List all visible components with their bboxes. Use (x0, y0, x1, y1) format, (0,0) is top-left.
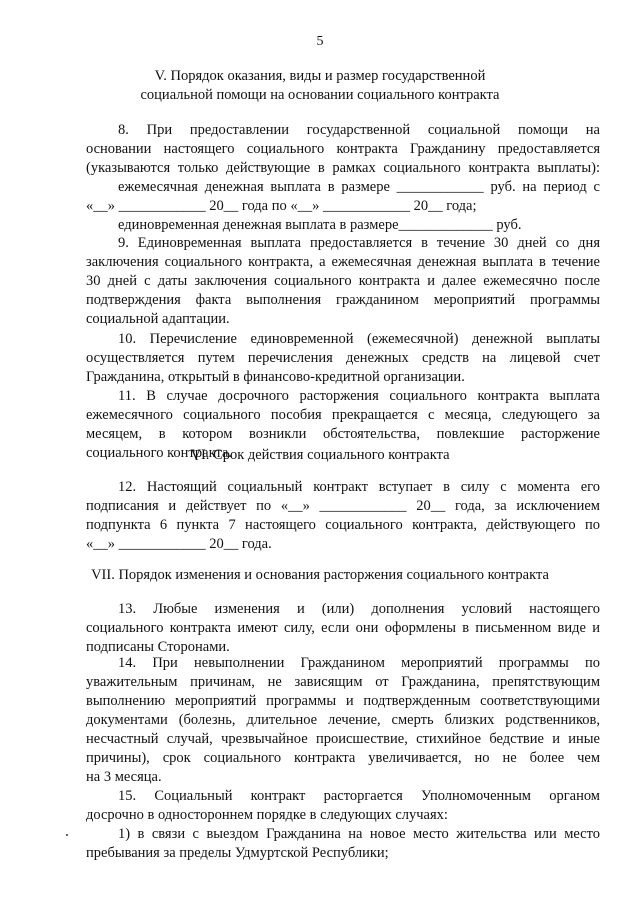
p9-line-4: подтверждения факта выполнения гражданином мероприятий программы (86, 292, 600, 308)
p11-line-2: ежемесячного социального пособия прекращается с месяца, следующего за (86, 407, 600, 423)
section-7-title: VII. Порядок изменения и основания расторжения социального контракта (91, 567, 549, 583)
p8-line-2: основании настоящего социального контракта Гражданину предоставляется (86, 141, 600, 157)
p10-line-3: Гражданина, открытый в финансово-кредитной организации. (86, 369, 465, 385)
p15-line-2: досрочно в одностороннем порядке в следующих случаях: (86, 807, 448, 823)
p10-line-1: 10. Перечисление единовременной (ежемесячной) денежной выплаты (118, 331, 600, 347)
p14-line-1: 14. При невыполнении Гражданином мероприятий программы по (118, 655, 600, 671)
p15-line-4: пребывания за пределы Удмуртской Республики; (86, 845, 389, 861)
page-number: 5 (316, 34, 324, 49)
p8-line-3: (указываются только действующие в рамках социального контракта выплаты): (86, 160, 600, 176)
p15-line-1: 15. Социальный контракт расторгается Уполномоченным органом (118, 788, 600, 804)
p14-line-2: уважительным причинам, не зависящим от Гражданина, препятствующим (86, 674, 600, 690)
p15-line-3: 1) в связи с выездом Гражданина на новое место жительства или место (118, 826, 600, 842)
p12-line-4: «__» ____________ 20__ года. (86, 536, 272, 552)
scan-speck (66, 834, 68, 836)
p13-line-1: 13. Любые изменения и (или) дополнения условий настоящего (118, 601, 600, 617)
p9-line-1: 9. Единовременная выплата предоставляется в течение 30 дней со дня (118, 235, 600, 251)
p14-line-7: на 3 месяца. (86, 769, 162, 785)
p13-line-3: подписаны Сторонами. (86, 639, 230, 655)
p12-line-3: подпункта 6 пункта 7 настоящего социального контракта, действующего по (86, 517, 600, 533)
p9-line-3: 30 дней с даты заключения социального контракта и далее ежемесячно после (86, 273, 600, 289)
p12-line-1: 12. Настоящий социальный контракт вступает в силу с момента его (118, 479, 600, 495)
p9-line-2: заключения социального контракта, а ежемесячная денежная выплата в течение (86, 254, 600, 270)
p11-line-4: социального контракта. (86, 445, 233, 461)
section-5-title-line-2: социальной помощи на основании социального контракта (140, 87, 500, 103)
p8-line-4: ежемесячная денежная выплата в размере ____________ руб. на период с (118, 179, 600, 195)
p8-line-5: «__» ____________ 20__ года по «__» ____________ 20__ года; (86, 198, 477, 214)
p11-line-3: месяцем, в котором возникли обстоятельства, повлекшие расторжение (86, 426, 600, 442)
p13-line-2: социального контракта имеют силу, если они оформлены в письменном виде и (86, 620, 600, 636)
p11-line-1: 11. В случае досрочного расторжения социального контракта выплата (118, 388, 600, 404)
p14-line-5: несчастный случай, чрезвычайное происшествие, стихийное бедствие и иные (86, 731, 600, 747)
p14-line-6: причины), срок социального контракта увеличивается, но не более чем (86, 750, 600, 766)
p9-line-5: социальной адаптации. (86, 311, 230, 327)
p10-line-2: осуществляется путем перечисления денежных средств на лицевой счет (86, 350, 600, 366)
section-5-title-line-1: V. Порядок оказания, виды и размер государственной (154, 68, 486, 84)
p14-line-4: документами (болезнь, длительное лечение, смерть близких родственников, (86, 712, 600, 728)
p12-line-2: подписания и действует по «__» ____________ 20__ года, за исключением (86, 498, 600, 514)
p8-line-6: единовременная денежная выплата в размере_____________ руб. (118, 217, 522, 233)
p14-line-3: выполнению мероприятий программы и подтвержденным соответствующими (86, 693, 600, 709)
p8-line-1: 8. При предоставлении государственной социальной помощи на (118, 122, 600, 138)
section-6-title: VI. Срок действия социального контракта (190, 447, 450, 463)
